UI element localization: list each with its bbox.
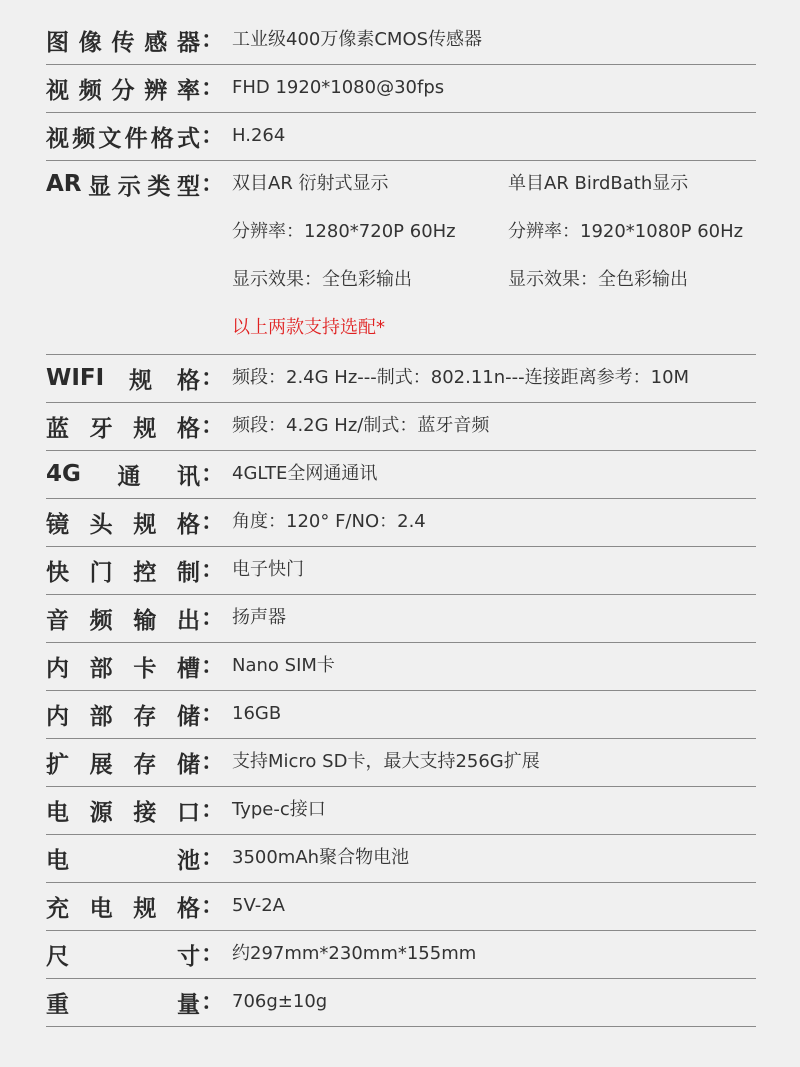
spec-colon: ： (201, 941, 224, 967)
spec-value: 4GLTE全网通通讯 (232, 463, 378, 484)
spec-value: 电子快门 (232, 559, 304, 580)
spec-colon: ： (201, 123, 224, 149)
spec-value: 分辨率：1280*720P 60Hz (232, 221, 456, 242)
spec-colon: ： (201, 893, 224, 919)
spec-label: 内 部 存 储 (46, 703, 200, 730)
spec-colon: ： (201, 989, 224, 1015)
spec-colon: ： (201, 27, 224, 53)
spec-row (46, 402, 756, 451)
spec-row (46, 594, 756, 643)
spec-label: 电 池 (46, 847, 200, 874)
spec-value: 16GB (232, 703, 282, 724)
spec-value: 工业级400万像素CMOS传感器 (232, 29, 483, 50)
spec-row (46, 64, 756, 113)
spec-label: WIFI 规 格 (46, 365, 200, 394)
spec-value: 支持Micro SD卡，最大支持256G扩展 (232, 751, 540, 772)
spec-value: 3500mAh聚合物电池 (232, 847, 410, 868)
spec-label: 扩 展 存 储 (46, 751, 200, 778)
spec-row (46, 642, 756, 691)
spec-colon: ： (201, 365, 224, 391)
spec-row (46, 738, 756, 787)
spec-label: 充 电 规 格 (46, 895, 200, 922)
spec-value: 扬声器 (232, 607, 286, 628)
spec-value: 显示效果：全色彩输出 (508, 269, 688, 290)
spec-row (46, 450, 756, 499)
spec-value: 706g±10g (232, 991, 328, 1012)
spec-row (46, 546, 756, 595)
spec-label: 视 频 分 辨 率 (46, 77, 200, 104)
spec-value: 5V-2A (232, 895, 285, 916)
spec-value: 双目AR 衍射式显示 (232, 173, 389, 194)
spec-colon: ： (201, 75, 224, 101)
spec-colon: ： (201, 605, 224, 631)
spec-row (46, 930, 756, 979)
spec-label: AR 显 示 类 型 (46, 171, 200, 200)
spec-value: Type-c接口 (232, 799, 326, 820)
spec-row (46, 882, 756, 931)
spec-row (46, 16, 756, 65)
spec-label: 蓝 牙 规 格 (46, 415, 200, 442)
spec-value: 频段：4.2G Hz/制式：蓝牙音频 (232, 415, 490, 436)
spec-label: 镜 头 规 格 (46, 511, 200, 538)
spec-row (46, 354, 756, 403)
spec-colon: ： (201, 413, 224, 439)
spec-row (46, 498, 756, 547)
spec-label: 视 频 文 件 格 式 (46, 125, 200, 152)
spec-row (46, 786, 756, 835)
spec-value: 约297mm*230mm*155mm (232, 943, 477, 964)
spec-colon: ： (201, 509, 224, 535)
spec-row (46, 160, 756, 355)
spec-colon: ： (201, 701, 224, 727)
spec-value: FHD 1920*1080@30fps (232, 77, 445, 98)
spec-colon: ： (201, 797, 224, 823)
spec-colon: ： (201, 557, 224, 583)
spec-value: 单目AR BirdBath显示 (508, 173, 689, 194)
spec-label: 音 频 输 出 (46, 607, 200, 634)
spec-row (46, 112, 756, 161)
spec-colon: ： (201, 749, 224, 775)
spec-colon: ： (201, 845, 224, 871)
spec-value: 角度：120° F/NO：2.4 (232, 511, 426, 532)
spec-value: H.264 (232, 125, 286, 146)
spec-row (46, 834, 756, 883)
spec-label: 电 源 接 口 (46, 799, 200, 826)
spec-row (46, 978, 756, 1027)
spec-row (46, 690, 756, 739)
spec-label: 尺 寸 (46, 943, 200, 970)
spec-label: 内 部 卡 槽 (46, 655, 200, 682)
spec-colon: ： (201, 171, 224, 197)
spec-value: 频段：2.4G Hz---制式：802.11n---连接距离参考：10M (232, 367, 690, 388)
spec-value: 分辨率：1920*1080P 60Hz (508, 221, 744, 242)
spec-colon: ： (201, 653, 224, 679)
spec-label: 快 门 控 制 (46, 559, 200, 586)
spec-colon: ： (201, 461, 224, 487)
spec-label: 4G 通 讯 (46, 461, 200, 490)
spec-label: 图 像 传 感 器 (46, 29, 200, 56)
spec-value: 显示效果：全色彩输出 (232, 269, 412, 290)
spec-value: Nano SIM卡 (232, 655, 335, 676)
spec-note: 以上两款支持选配* (232, 317, 385, 338)
spec-label: 重 量 (46, 991, 200, 1018)
